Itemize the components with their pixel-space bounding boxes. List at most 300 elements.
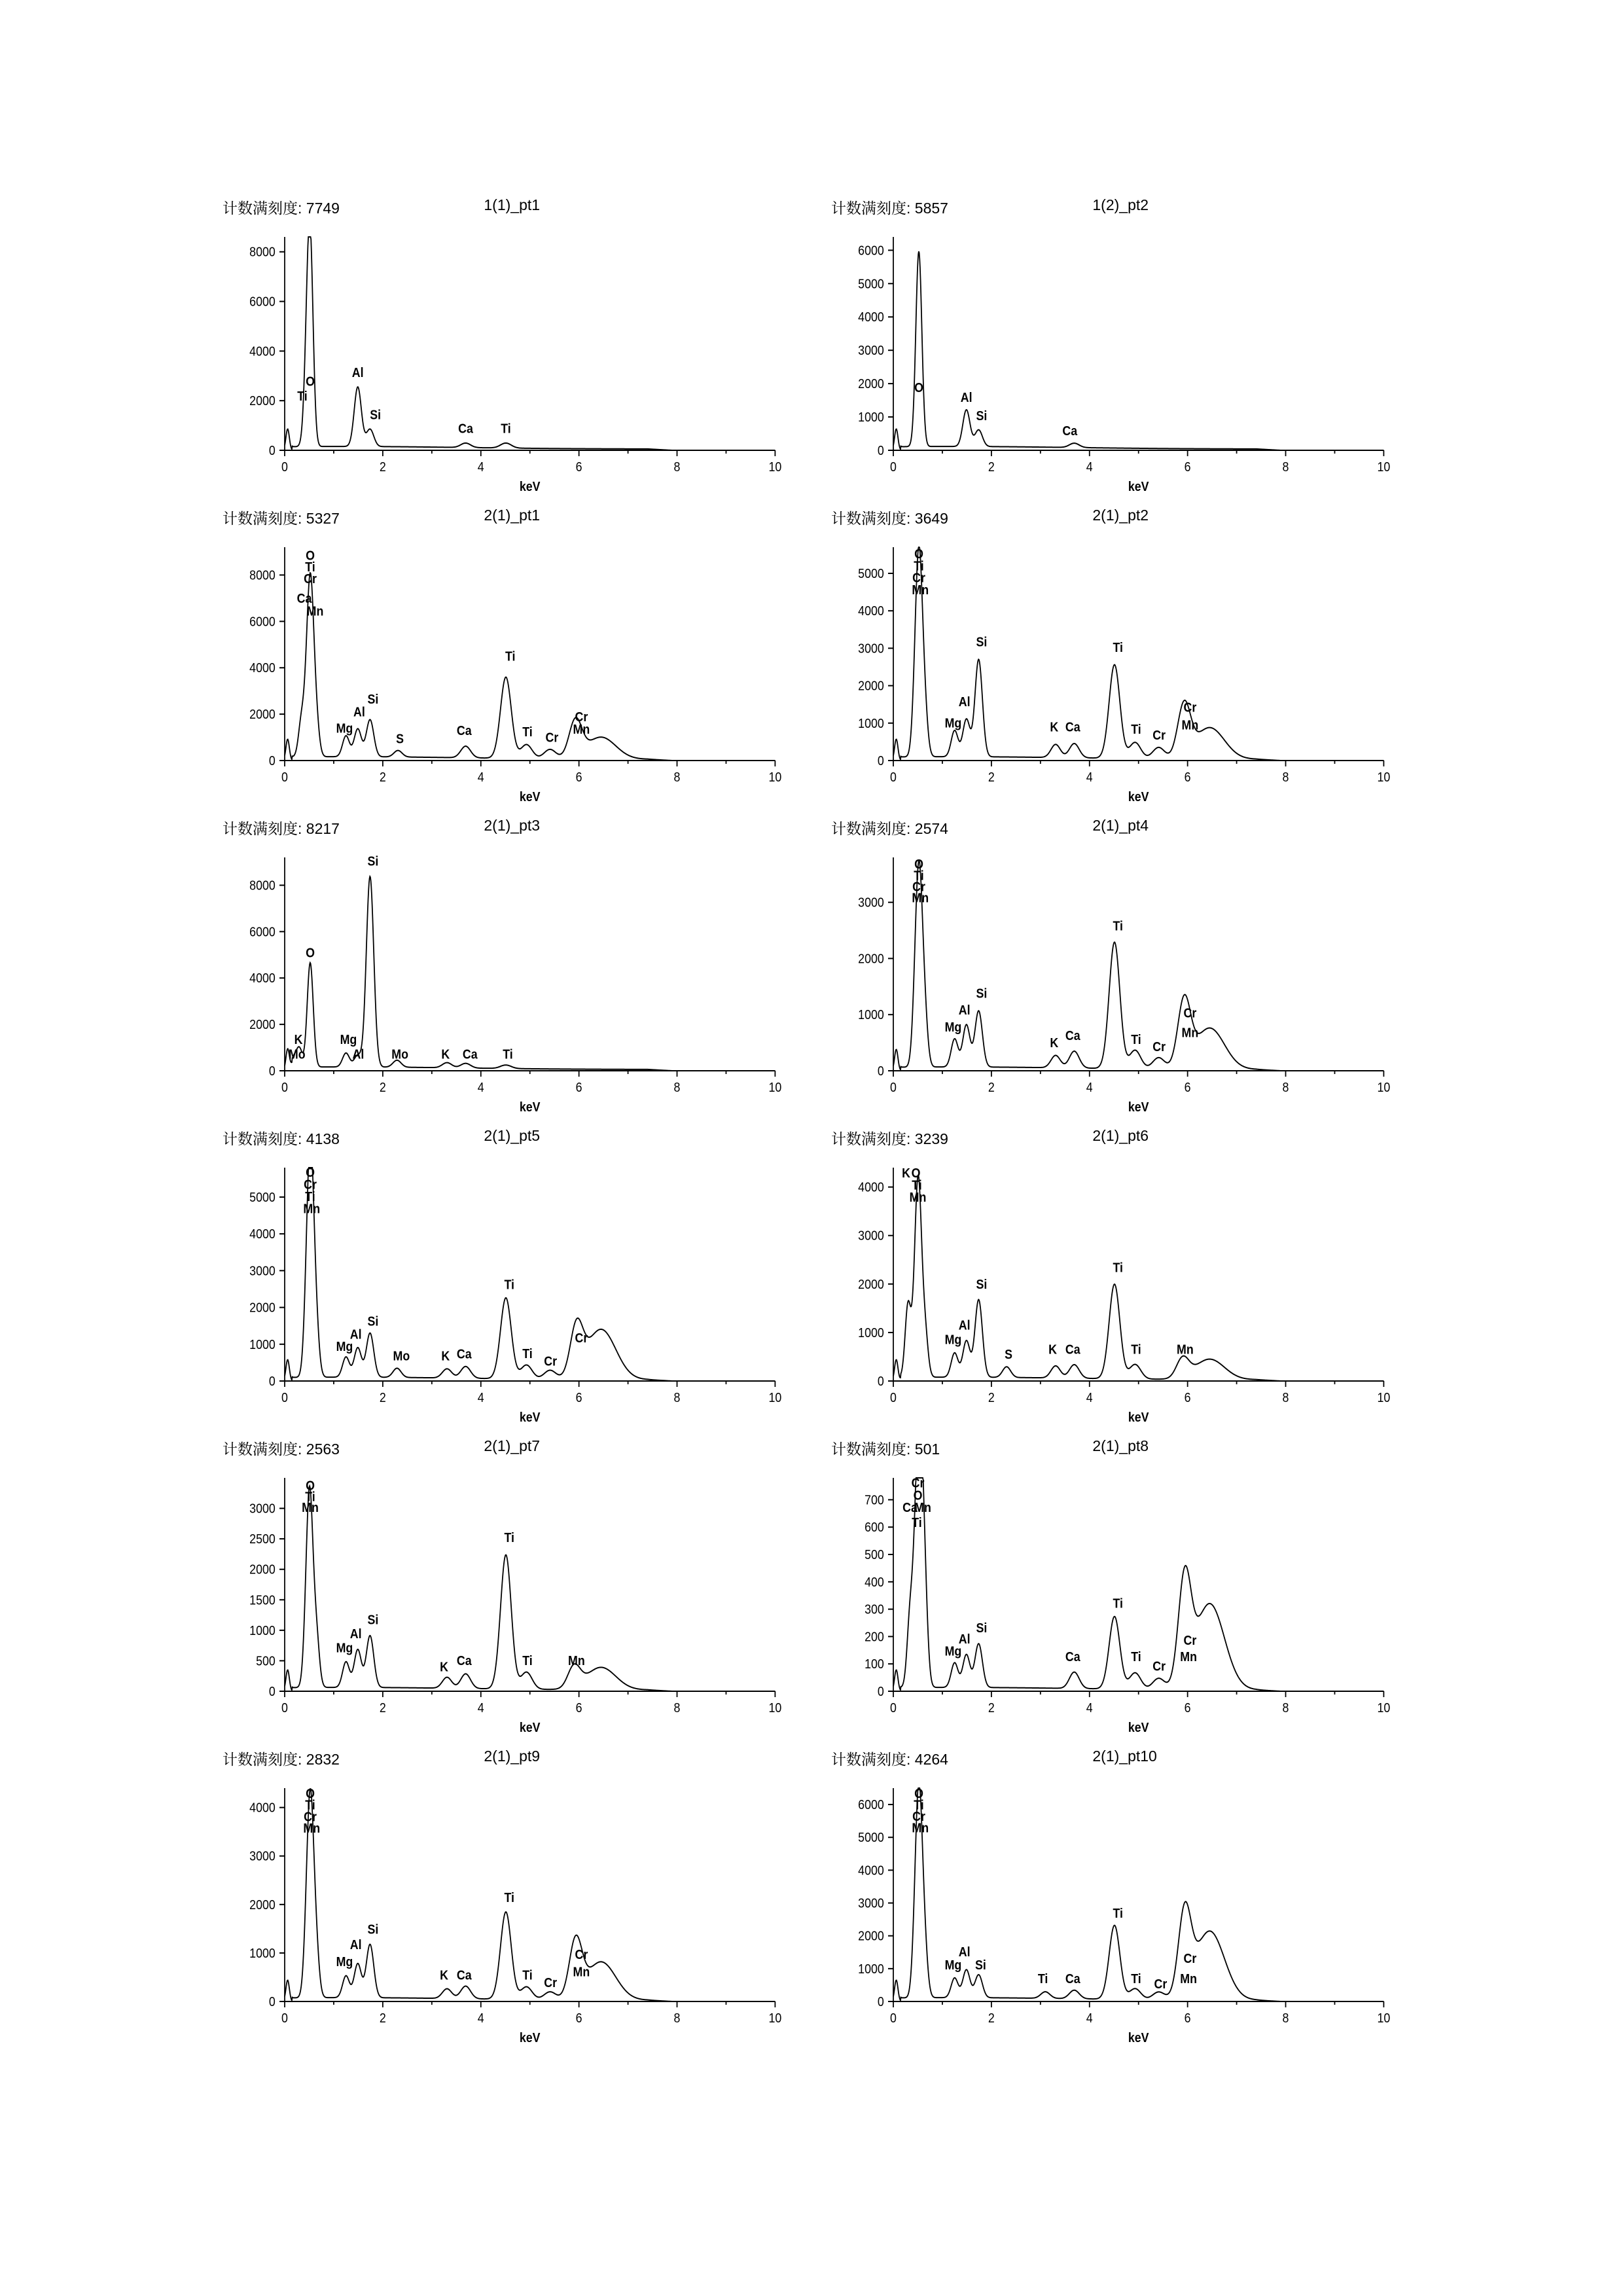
y-tick-label: 6000 — [858, 1798, 884, 1813]
plot-area — [216, 533, 798, 808]
axes — [285, 237, 775, 450]
y-tick-label: 700 — [865, 1493, 884, 1508]
peak-label: Mn — [1181, 718, 1199, 733]
peak-label: Mn — [573, 1965, 590, 1980]
y-tick-label: 6000 — [249, 925, 276, 940]
panel-title: 2(1)_pt7 — [484, 1437, 541, 1454]
x-tick-label: 8 — [1282, 460, 1289, 475]
x-axis-label: keV — [519, 1100, 541, 1115]
peak-label: Ti — [1113, 1596, 1123, 1611]
peak-label: Ti — [522, 1654, 533, 1669]
peak-label: Cr — [912, 1810, 925, 1825]
peak-label: Mn — [303, 1202, 321, 1217]
x-tick-label: 10 — [1377, 460, 1391, 475]
peak-label: Mn — [1181, 1026, 1199, 1041]
y-tick-label: 1000 — [858, 410, 884, 425]
x-tick-label: 6 — [1184, 2011, 1191, 2026]
peak-label: Mg — [340, 1033, 357, 1048]
peak-label: Si — [976, 1278, 988, 1293]
spectrum-panel — [825, 817, 1407, 1118]
x-tick-label: 6 — [1184, 1701, 1191, 1716]
peak-label: Ca — [1065, 720, 1080, 735]
y-tick-label: 1000 — [249, 1623, 276, 1639]
peak-label: Mg — [336, 1340, 353, 1355]
peak-label: Al — [958, 1945, 971, 1960]
peak-label: Mn — [303, 1821, 321, 1837]
peak-label: K — [441, 1047, 450, 1062]
panel-header — [216, 817, 798, 843]
peak-label: Cr — [304, 1177, 317, 1193]
peak-label: Ti — [1131, 1032, 1141, 1048]
y-tick-label: 5000 — [858, 277, 884, 292]
panel-title: 1(2)_pt2 — [1092, 196, 1149, 213]
panel-header — [825, 1437, 1407, 1463]
y-tick-label: 3000 — [858, 641, 884, 656]
plot-area — [825, 223, 1407, 497]
x-tick-label: 0 — [890, 2011, 897, 2026]
x-tick-label: 4 — [1086, 770, 1093, 785]
y-tick-label: 3000 — [249, 1264, 276, 1279]
y-tick-label: 3000 — [858, 1896, 884, 1911]
peak-label: Cr — [544, 1354, 558, 1369]
x-axis-label: keV — [1128, 1721, 1149, 1736]
x-tick-label: 0 — [281, 1391, 288, 1406]
x-tick-label: 10 — [768, 2011, 782, 2026]
peak-label: K — [902, 1166, 910, 1181]
peak-label: Ti — [501, 422, 511, 437]
peak-label: Cr — [1183, 700, 1197, 715]
peak-label: Ti — [504, 1530, 514, 1546]
peak-label: Ca — [902, 1501, 918, 1516]
x-tick-label: 6 — [1184, 460, 1191, 475]
panel-header — [216, 1127, 798, 1153]
peak-label: K — [1050, 1036, 1059, 1051]
y-tick-label: 4000 — [249, 344, 276, 359]
x-tick-label: 10 — [1377, 2011, 1391, 2026]
y-tick-label: 4000 — [858, 604, 884, 619]
peak-label: Mn — [914, 1501, 931, 1516]
x-tick-label: 6 — [1184, 1081, 1191, 1096]
y-tick-label: 8000 — [249, 568, 276, 583]
peak-label: Si — [367, 1922, 379, 1937]
x-tick-label: 10 — [1377, 770, 1391, 785]
peak-label: K — [1050, 720, 1059, 735]
peak-label: Ti — [1131, 1650, 1141, 1665]
peak-label: Ca — [456, 1654, 472, 1669]
peak-label: Si — [367, 692, 379, 708]
plot-area — [216, 1463, 798, 1738]
peak-label: Mg — [944, 1333, 962, 1348]
peak-label: Ti — [505, 649, 516, 664]
panel-title: 2(1)_pt10 — [1092, 1748, 1157, 1765]
x-tick-label: 6 — [575, 770, 582, 785]
panel-header — [216, 1437, 798, 1463]
peak-label: Mg — [336, 721, 353, 736]
peak-label: Si — [976, 1621, 988, 1636]
peak-label: Mn — [302, 1501, 319, 1516]
y-tick-label: 6000 — [858, 243, 884, 259]
y-tick-label: 200 — [865, 1630, 884, 1645]
full-scale-counts: 计数满刻度: 5327 — [223, 510, 340, 527]
y-tick-label: 3000 — [858, 895, 884, 910]
panel-title: 1(1)_pt1 — [484, 196, 541, 213]
x-tick-label: 8 — [673, 1081, 681, 1096]
x-axis-label: keV — [1128, 1410, 1149, 1426]
y-tick-label: 2000 — [858, 1929, 884, 1944]
panel-header — [216, 196, 798, 223]
x-axis-label: keV — [519, 480, 541, 495]
y-tick-label: 4000 — [858, 310, 884, 325]
plot-area — [216, 1774, 798, 2049]
peak-label: Al — [353, 705, 365, 720]
peak-label: Mn — [912, 1821, 929, 1836]
spectrum-panel — [216, 507, 798, 808]
peak-label: Ti — [1131, 1342, 1141, 1357]
x-tick-label: 0 — [281, 770, 288, 785]
peak-label: O — [306, 1166, 315, 1181]
y-tick-label: 0 — [877, 1374, 884, 1390]
axes — [893, 237, 1383, 450]
peak-label: O — [306, 374, 315, 389]
x-tick-label: 10 — [1377, 1391, 1391, 1406]
panel-title: 2(1)_pt4 — [1092, 817, 1149, 834]
peak-label: Mn — [573, 723, 590, 738]
spectrum-trace — [285, 876, 775, 1071]
x-tick-label: 0 — [281, 1701, 288, 1716]
spectrum-panel — [216, 1437, 798, 1738]
peak-label: Mg — [336, 1955, 353, 1970]
peak-label: Cr — [1183, 1006, 1197, 1021]
y-tick-label: 0 — [877, 1995, 884, 2010]
full-scale-counts: 计数满刻度: 5857 — [831, 200, 948, 217]
peak-label: Mn — [909, 1190, 927, 1206]
y-tick-label: 4000 — [249, 661, 276, 676]
x-tick-label: 0 — [281, 460, 288, 475]
y-tick-label: 1000 — [858, 716, 884, 732]
panel-title: 2(1)_pt1 — [484, 507, 541, 524]
y-tick-label: 0 — [877, 754, 884, 769]
x-axis-label: keV — [519, 1410, 541, 1426]
peak-label: Cr — [912, 571, 925, 586]
peak-label: O — [914, 1787, 923, 1802]
peak-label: Ti — [1113, 1261, 1123, 1276]
peak-label: Ti — [522, 1347, 533, 1362]
x-tick-label: 2 — [379, 1701, 386, 1716]
x-tick-label: 2 — [988, 1391, 995, 1406]
peak-label: Al — [960, 391, 972, 406]
peak-label: Si — [976, 635, 988, 650]
panel-title: 2(1)_pt3 — [484, 817, 541, 834]
y-tick-label: 400 — [865, 1575, 884, 1590]
peak-label: K — [294, 1033, 303, 1048]
plot-area — [825, 1774, 1407, 2049]
peak-label: Cr — [545, 730, 559, 745]
peak-label: Cr — [1183, 1951, 1197, 1967]
full-scale-counts: 计数满刻度: 501 — [831, 1441, 940, 1458]
plot-area — [825, 533, 1407, 808]
peak-label: Mn — [912, 891, 929, 906]
peak-label: Ti — [914, 869, 924, 884]
peak-label: Ti — [914, 1798, 924, 1813]
x-tick-label: 2 — [379, 2011, 386, 2026]
panel-title: 2(1)_pt6 — [1092, 1127, 1149, 1144]
y-tick-label: 0 — [268, 444, 276, 459]
full-scale-counts: 计数满刻度: 2563 — [223, 1441, 340, 1458]
x-tick-label: 4 — [1086, 460, 1093, 475]
spectrum-panel — [825, 1437, 1407, 1738]
y-tick-label: 3000 — [858, 1229, 884, 1244]
x-tick-label: 10 — [1377, 1081, 1391, 1096]
plot-area — [825, 843, 1407, 1118]
peak-label: Ca — [458, 422, 473, 437]
peak-label: Si — [974, 1958, 986, 1973]
peak-label: Cr — [304, 572, 317, 587]
y-tick-label: 2000 — [858, 952, 884, 967]
full-scale-counts: 计数满刻度: 7749 — [223, 200, 340, 217]
y-tick-label: 2000 — [249, 1300, 276, 1316]
x-tick-label: 6 — [1184, 1391, 1191, 1406]
peak-label: Ca — [456, 724, 472, 739]
peak-label: Ca — [462, 1047, 478, 1062]
peak-label: Ca — [456, 1968, 472, 1983]
y-tick-label: 1000 — [249, 1337, 276, 1353]
spectrum-trace — [893, 251, 1383, 450]
x-tick-label: 8 — [1282, 2011, 1289, 2026]
peak-label: Mn — [1177, 1342, 1194, 1357]
spectrum-panel — [825, 196, 1407, 497]
peak-label: Mg — [944, 1958, 962, 1973]
x-tick-label: 4 — [477, 2011, 484, 2026]
peak-label: Ti — [522, 1968, 533, 1983]
x-tick-label: 4 — [1086, 2011, 1093, 2026]
peak-label: Cr — [304, 1810, 317, 1825]
peak-label: Ti — [305, 1190, 315, 1205]
y-tick-label: 100 — [865, 1657, 884, 1672]
y-tick-label: 500 — [865, 1548, 884, 1563]
spectrum-panel — [216, 1748, 798, 2049]
peak-label: Cr — [1152, 1040, 1166, 1055]
peak-label: Al — [958, 1632, 971, 1647]
peak-label: Ti — [1113, 1907, 1123, 1922]
panel-header — [216, 507, 798, 533]
full-scale-counts: 计数满刻度: 3239 — [831, 1130, 948, 1147]
x-tick-label: 4 — [1086, 1391, 1093, 1406]
peak-label: Ca — [1065, 1650, 1080, 1665]
panel-header — [825, 817, 1407, 843]
peak-label: Cr — [911, 1476, 925, 1491]
x-tick-label: 8 — [673, 1701, 681, 1716]
spectrum-trace — [285, 237, 775, 450]
peak-label: Mn — [306, 604, 324, 619]
peak-label: Ti — [912, 1516, 922, 1531]
y-tick-label: 2000 — [858, 1277, 884, 1293]
y-tick-label: 0 — [268, 754, 276, 769]
x-tick-label: 10 — [768, 1081, 782, 1096]
y-tick-label: 2000 — [249, 708, 276, 723]
y-tick-label: 2000 — [249, 394, 276, 409]
panel-title: 2(1)_pt2 — [1092, 507, 1149, 524]
y-tick-label: 3000 — [249, 1849, 276, 1865]
peak-label: Ti — [305, 560, 315, 575]
peak-label: O — [306, 548, 315, 564]
peak-label: Si — [367, 1314, 379, 1329]
peak-label: Ti — [305, 1490, 315, 1505]
x-tick-label: 2 — [988, 460, 995, 475]
y-tick-label: 4000 — [249, 971, 276, 986]
peak-label: S — [396, 732, 404, 747]
x-tick-label: 0 — [281, 1081, 288, 1096]
x-tick-label: 6 — [1184, 770, 1191, 785]
x-tick-label: 10 — [768, 1391, 782, 1406]
peak-label: Mn — [912, 583, 929, 598]
x-tick-label: 8 — [673, 1391, 681, 1406]
plot-area — [825, 1153, 1407, 1428]
peak-label: K — [1048, 1342, 1057, 1357]
peak-label: Al — [958, 1003, 971, 1018]
x-tick-label: 4 — [477, 1081, 484, 1096]
peak-label: Ca — [1065, 1972, 1080, 1987]
panel-header — [825, 507, 1407, 533]
peak-label: Al — [958, 695, 971, 710]
x-tick-label: 6 — [575, 1701, 582, 1716]
y-tick-label: 4000 — [858, 1863, 884, 1878]
peak-label: Ti — [522, 725, 533, 740]
x-axis-label: keV — [519, 2031, 541, 2046]
x-tick-label: 10 — [1377, 1701, 1391, 1716]
peak-label: Ti — [1131, 1972, 1141, 1987]
y-tick-label: 5000 — [249, 1191, 276, 1206]
y-tick-label: 2000 — [858, 377, 884, 392]
y-tick-label: 500 — [256, 1654, 276, 1669]
y-tick-label: 8000 — [249, 245, 276, 260]
full-scale-counts: 计数满刻度: 3649 — [831, 510, 948, 527]
peak-label: O — [911, 1166, 921, 1181]
y-tick-label: 3000 — [858, 344, 884, 359]
full-scale-counts: 计数满刻度: 8217 — [223, 820, 340, 837]
x-tick-label: 0 — [890, 1081, 897, 1096]
peak-label: Al — [958, 1318, 971, 1333]
y-tick-label: 600 — [865, 1520, 884, 1535]
y-tick-label: 0 — [877, 444, 884, 459]
x-tick-label: 0 — [890, 770, 897, 785]
peak-label: Mo — [288, 1047, 306, 1062]
x-tick-label: 2 — [379, 1391, 386, 1406]
peak-label: Si — [370, 408, 382, 423]
y-tick-label: 300 — [865, 1602, 884, 1617]
y-tick-label: 5000 — [858, 567, 884, 582]
peak-label: Ti — [297, 389, 308, 404]
peak-label: Cr — [1183, 1634, 1197, 1649]
plot-area — [825, 1463, 1407, 1738]
spectrum-trace — [893, 1788, 1383, 2001]
peak-label: Cr — [544, 1975, 558, 1991]
x-tick-label: 0 — [890, 460, 897, 475]
x-tick-label: 4 — [1086, 1701, 1093, 1716]
peak-label: Ca — [296, 592, 312, 607]
y-tick-label: 2000 — [249, 1562, 276, 1577]
peak-label: Al — [349, 1627, 362, 1642]
x-tick-label: 8 — [673, 460, 681, 475]
y-tick-label: 2000 — [858, 679, 884, 694]
y-tick-label: 4000 — [858, 1180, 884, 1195]
x-tick-label: 8 — [673, 2011, 681, 2026]
x-axis-label: keV — [1128, 1100, 1149, 1115]
peak-label: Ti — [1131, 722, 1141, 738]
spectrum-panel — [825, 507, 1407, 808]
spectra-grid — [216, 196, 1407, 2049]
peak-label: Ca — [1062, 424, 1078, 439]
peak-label: O — [306, 1479, 315, 1494]
peak-label: Ti — [504, 1278, 514, 1293]
y-tick-label: 1000 — [858, 1008, 884, 1023]
peak-label: Ti — [305, 1798, 315, 1813]
peak-label: Si — [976, 409, 988, 424]
peak-label: O — [913, 1488, 923, 1503]
peak-label: Mn — [1180, 1972, 1197, 1987]
spectrum-panel — [825, 1127, 1407, 1428]
y-tick-label: 8000 — [249, 878, 276, 893]
peak-label: Cr — [1152, 1659, 1166, 1674]
y-tick-label: 4000 — [249, 1801, 276, 1816]
x-tick-label: 0 — [281, 2011, 288, 2026]
peak-label: Ti — [503, 1047, 513, 1062]
peak-label: K — [440, 1968, 448, 1983]
y-tick-label: 0 — [268, 1374, 276, 1390]
x-tick-label: 6 — [575, 1391, 582, 1406]
plot-area — [216, 1153, 798, 1428]
peak-label: O — [914, 547, 923, 562]
panel-header — [825, 1127, 1407, 1153]
peak-label: Ti — [1037, 1972, 1048, 1987]
x-axis-label: keV — [1128, 480, 1149, 495]
x-tick-label: 0 — [890, 1391, 897, 1406]
full-scale-counts: 计数满刻度: 4264 — [831, 1751, 948, 1768]
x-tick-label: 2 — [379, 1081, 386, 1096]
x-tick-label: 6 — [575, 2011, 582, 2026]
x-tick-label: 6 — [575, 1081, 582, 1096]
y-tick-label: 0 — [268, 1064, 276, 1079]
peak-label: O — [306, 1786, 315, 1802]
peak-label: Ca — [1065, 1342, 1080, 1357]
y-tick-label: 1000 — [249, 1946, 276, 1962]
x-tick-label: 2 — [988, 2011, 995, 2026]
spectrum-panel — [216, 196, 798, 497]
peak-label: Cr — [575, 709, 588, 725]
peak-label: Mg — [336, 1641, 353, 1656]
peak-label: Cr — [1154, 1977, 1168, 1992]
peak-label: Ca — [456, 1347, 472, 1362]
x-tick-label: 10 — [768, 1701, 782, 1716]
y-tick-label: 5000 — [858, 1831, 884, 1846]
peak-label: Mo — [393, 1349, 410, 1364]
y-tick-label: 3000 — [249, 1501, 276, 1516]
peak-label: Al — [349, 1327, 362, 1342]
x-tick-label: 2 — [988, 1701, 995, 1716]
peak-label: K — [441, 1349, 450, 1364]
x-axis-label: keV — [519, 1721, 541, 1736]
peak-label: Cr — [575, 1947, 588, 1963]
y-tick-label: 1500 — [249, 1593, 276, 1608]
x-tick-label: 4 — [477, 1701, 484, 1716]
peak-label: Si — [367, 1613, 379, 1628]
full-scale-counts: 计数满刻度: 2832 — [223, 1751, 340, 1768]
x-tick-label: 0 — [890, 1701, 897, 1716]
peak-label: Ti — [1113, 919, 1123, 934]
x-tick-label: 4 — [1086, 1081, 1093, 1096]
y-tick-label: 2500 — [249, 1532, 276, 1547]
y-tick-label: 6000 — [249, 615, 276, 630]
peak-label: Ti — [914, 559, 924, 574]
